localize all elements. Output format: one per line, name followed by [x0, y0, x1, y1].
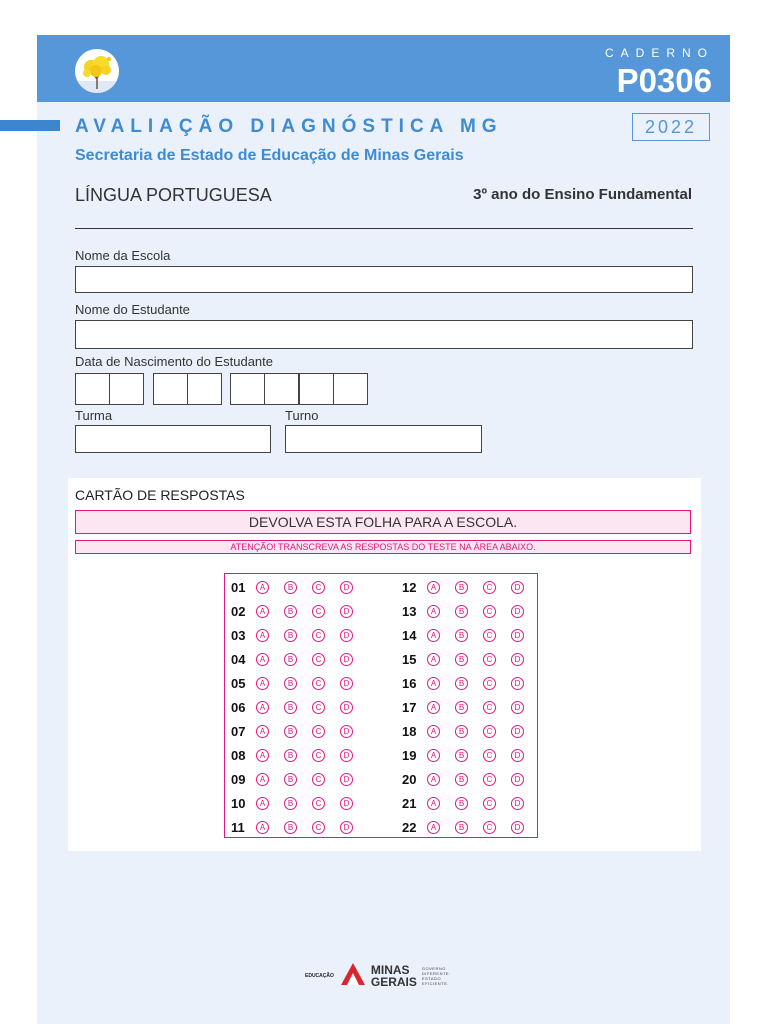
- answer-bubble-d[interactable]: D: [340, 725, 353, 738]
- question-number: 05: [231, 675, 246, 691]
- left-accent-bar: [0, 120, 60, 131]
- brand-tagline: [417, 966, 451, 986]
- answer-bubble-d[interactable]: D: [340, 629, 353, 642]
- shift-label: Turno: [285, 408, 319, 423]
- birth-year-digit-1[interactable]: [230, 373, 265, 405]
- answer-bubble-b[interactable]: B: [284, 725, 297, 738]
- answer-row: [231, 769, 368, 789]
- answer-bubble-d[interactable]: D: [511, 773, 524, 786]
- answer-bubble-c[interactable]: C: [312, 797, 325, 810]
- answer-bubble-c[interactable]: C: [483, 773, 496, 786]
- answer-bubble-c[interactable]: C: [483, 653, 496, 666]
- answer-bubble-b[interactable]: B: [284, 677, 297, 690]
- subject-label: LÍNGUA PORTUGUESA: [75, 185, 272, 205]
- answer-bubble-a[interactable]: A: [427, 581, 440, 594]
- class-label: Turma: [75, 408, 113, 423]
- answer-bubble-c[interactable]: C: [312, 581, 325, 594]
- answer-bubble-b[interactable]: B: [455, 725, 468, 738]
- answer-bubble-a[interactable]: A: [427, 725, 440, 738]
- minas-gerais-logo-icon: [340, 962, 366, 991]
- transcribe-warning: ATENÇÃO! TRANSCREVA AS RESPOSTAS DO TESTE NA ÁREA ABAIXO.: [75, 540, 691, 554]
- answer-bubble-d[interactable]: D: [511, 749, 524, 762]
- answer-bubble-a[interactable]: A: [427, 821, 440, 834]
- answer-card-title: CARTÃO DE RESPOSTAS: [75, 487, 245, 503]
- answer-bubble-c[interactable]: C: [483, 629, 496, 642]
- answer-bubble-b[interactable]: B: [455, 653, 468, 666]
- header-band: [37, 35, 730, 102]
- page-title: AVALIAÇÃO DIAGNÓSTICA MG: [75, 116, 503, 137]
- birth-date-label: Data de Nascimento do Estudante: [75, 354, 274, 369]
- answer-bubble-d[interactable]: D: [340, 821, 353, 834]
- answer-bubble-b[interactable]: B: [284, 629, 297, 642]
- question-number: 08: [231, 747, 246, 763]
- answer-bubble-a[interactable]: A: [256, 797, 269, 810]
- answer-bubble-b[interactable]: B: [455, 677, 468, 690]
- answer-bubble-a[interactable]: A: [256, 701, 269, 714]
- tagline-1: GOVERNO: [421, 966, 446, 971]
- answer-bubble-d[interactable]: D: [511, 653, 524, 666]
- brand-name: [366, 964, 417, 988]
- answer-bubble-c[interactable]: C: [312, 653, 325, 666]
- answer-bubble-b[interactable]: B: [284, 821, 297, 834]
- question-number: 15: [402, 651, 417, 667]
- answer-bubble-d[interactable]: D: [340, 797, 353, 810]
- ipe-tree-logo-icon: [75, 49, 119, 93]
- answer-row: [231, 721, 368, 741]
- answer-bubble-a[interactable]: A: [427, 677, 440, 690]
- answer-row: [402, 817, 539, 837]
- birth-year-digit-3[interactable]: [299, 373, 334, 405]
- answer-row: [402, 697, 539, 717]
- question-number: 09: [231, 771, 246, 787]
- answer-bubble-a[interactable]: A: [256, 773, 269, 786]
- answer-bubble-a[interactable]: A: [427, 629, 440, 642]
- answer-row: [231, 673, 368, 693]
- question-number: 07: [231, 723, 246, 739]
- answer-bubble-c[interactable]: C: [312, 677, 325, 690]
- divider: [75, 228, 693, 229]
- answer-row: [231, 697, 368, 717]
- answer-bubble-b[interactable]: B: [455, 605, 468, 618]
- question-number: 12: [402, 579, 417, 595]
- answer-bubble-c[interactable]: C: [312, 605, 325, 618]
- question-number: 16: [402, 675, 417, 691]
- question-number: 02: [231, 603, 246, 619]
- answer-bubble-b[interactable]: B: [455, 629, 468, 642]
- question-number: 20: [402, 771, 417, 787]
- answer-row: [402, 769, 539, 789]
- answer-row: [402, 721, 539, 741]
- brand-line-1: MINAS: [370, 963, 410, 977]
- answer-bubble-d[interactable]: D: [511, 821, 524, 834]
- answer-bubble-d[interactable]: D: [340, 701, 353, 714]
- tagline-3: ESTADO: [421, 976, 442, 981]
- birth-year-digit-2[interactable]: [264, 373, 299, 405]
- answer-bubble-c[interactable]: C: [312, 725, 325, 738]
- answer-bubble-b[interactable]: B: [284, 773, 297, 786]
- answer-bubble-a[interactable]: A: [427, 797, 440, 810]
- answer-bubble-b[interactable]: B: [284, 701, 297, 714]
- question-number: 22: [402, 819, 417, 835]
- answer-bubble-c[interactable]: C: [483, 725, 496, 738]
- answer-bubble-c[interactable]: C: [483, 821, 496, 834]
- answer-row: [231, 793, 368, 813]
- answer-bubble-a[interactable]: A: [256, 629, 269, 642]
- question-number: 18: [402, 723, 417, 739]
- answer-bubble-b[interactable]: B: [455, 749, 468, 762]
- answer-bubble-d[interactable]: D: [340, 605, 353, 618]
- answer-bubble-b[interactable]: B: [284, 653, 297, 666]
- answer-bubble-c[interactable]: C: [483, 677, 496, 690]
- answer-bubble-d[interactable]: D: [511, 677, 524, 690]
- answer-row: [402, 673, 539, 693]
- tagline-2: DIFERENTE.: [421, 971, 451, 976]
- answer-bubble-c[interactable]: C: [312, 701, 325, 714]
- question-number: 13: [402, 603, 417, 619]
- answer-bubble-b[interactable]: B: [455, 797, 468, 810]
- question-number: 03: [231, 627, 246, 643]
- answer-bubble-c[interactable]: C: [312, 821, 325, 834]
- answer-bubble-b[interactable]: B: [284, 605, 297, 618]
- answer-card: [68, 478, 701, 851]
- answer-bubble-c[interactable]: C: [312, 749, 325, 762]
- answer-bubble-d[interactable]: D: [511, 605, 524, 618]
- answer-bubble-a[interactable]: A: [427, 653, 440, 666]
- answer-bubble-d[interactable]: D: [511, 581, 524, 594]
- education-label: EDUCAÇÃO: [305, 973, 334, 979]
- caderno-code: P0306: [616, 62, 712, 99]
- footer-logos: [305, 962, 451, 990]
- student-name-field[interactable]: [75, 320, 693, 349]
- birth-year-digit-4[interactable]: [333, 373, 368, 405]
- page-subtitle: Secretaria de Estado de Educação de Minas Gerais: [75, 147, 464, 164]
- question-number: 10: [231, 795, 246, 811]
- answer-row: [402, 745, 539, 765]
- answer-row: [402, 649, 539, 669]
- answer-bubble-b[interactable]: B: [455, 701, 468, 714]
- question-number: 21: [402, 795, 417, 811]
- answer-bubble-a[interactable]: A: [427, 749, 440, 762]
- answer-bubble-c[interactable]: C: [483, 749, 496, 762]
- answer-bubble-a[interactable]: A: [256, 821, 269, 834]
- birth-month-digit-1[interactable]: [153, 373, 188, 405]
- question-number: 14: [402, 627, 417, 643]
- question-number: 17: [402, 699, 417, 715]
- answer-row: [402, 601, 539, 621]
- year-badge: 2022: [632, 113, 710, 141]
- answer-bubble-b[interactable]: B: [284, 749, 297, 762]
- birth-month-digit-2[interactable]: [187, 373, 222, 405]
- shift-field[interactable]: [285, 425, 482, 453]
- answer-bubble-a[interactable]: A: [256, 605, 269, 618]
- answer-bubble-c[interactable]: C: [483, 701, 496, 714]
- answer-bubble-b[interactable]: B: [284, 581, 297, 594]
- answer-row: [231, 577, 368, 597]
- answer-row: [231, 625, 368, 645]
- answer-bubble-b[interactable]: B: [455, 581, 468, 594]
- answer-bubble-d[interactable]: D: [511, 725, 524, 738]
- return-notice: DEVOLVA ESTA FOLHA PARA A ESCOLA.: [75, 510, 691, 534]
- question-number: 06: [231, 699, 246, 715]
- answer-row: [402, 625, 539, 645]
- answer-bubble-d[interactable]: D: [511, 629, 524, 642]
- answer-bubble-a[interactable]: A: [427, 773, 440, 786]
- answer-bubble-d[interactable]: D: [511, 701, 524, 714]
- answer-bubble-c[interactable]: C: [483, 581, 496, 594]
- answer-bubble-d[interactable]: D: [340, 773, 353, 786]
- answer-row: [231, 601, 368, 621]
- answer-bubble-a[interactable]: A: [256, 677, 269, 690]
- answer-grid: [224, 573, 538, 838]
- answer-bubble-a[interactable]: A: [256, 749, 269, 762]
- question-number: 04: [231, 651, 246, 667]
- caderno-label: CADERNO: [604, 46, 714, 60]
- answer-bubble-d[interactable]: D: [340, 749, 353, 762]
- answer-bubble-b[interactable]: B: [455, 773, 468, 786]
- answer-row: [231, 817, 368, 837]
- answer-bubble-b[interactable]: B: [455, 821, 468, 834]
- answer-bubble-d[interactable]: D: [340, 653, 353, 666]
- answer-bubble-d[interactable]: D: [511, 797, 524, 810]
- answer-bubble-c[interactable]: C: [312, 629, 325, 642]
- answer-bubble-c[interactable]: C: [483, 605, 496, 618]
- grade-label: 3º ano do Ensino Fundamental: [473, 186, 692, 203]
- class-field[interactable]: [75, 425, 271, 453]
- answer-bubble-a[interactable]: A: [427, 605, 440, 618]
- answer-row: [402, 577, 539, 597]
- school-name-field[interactable]: [75, 266, 693, 293]
- answer-row: [231, 745, 368, 765]
- answer-bubble-d[interactable]: D: [340, 677, 353, 690]
- answer-bubble-a[interactable]: A: [427, 701, 440, 714]
- answer-bubble-d[interactable]: D: [340, 581, 353, 594]
- answer-bubble-a[interactable]: A: [256, 653, 269, 666]
- answer-bubble-b[interactable]: B: [284, 797, 297, 810]
- birth-day-digit-2[interactable]: [109, 373, 144, 405]
- answer-bubble-a[interactable]: A: [256, 581, 269, 594]
- answer-bubble-a[interactable]: A: [256, 725, 269, 738]
- question-number: 19: [402, 747, 417, 763]
- brand-line-2: GERAIS: [370, 975, 417, 989]
- student-name-label: Nome do Estudante: [75, 302, 190, 317]
- school-name-label: Nome da Escola: [75, 248, 171, 263]
- answer-bubble-c[interactable]: C: [312, 773, 325, 786]
- answer-row: [402, 793, 539, 813]
- answer-bubble-c[interactable]: C: [483, 797, 496, 810]
- answer-row: [231, 649, 368, 669]
- question-number: 01: [231, 579, 246, 595]
- birth-day-digit-1[interactable]: [75, 373, 110, 405]
- question-number: 11: [231, 819, 245, 835]
- tagline-4: EFICIENTE.: [421, 981, 449, 986]
